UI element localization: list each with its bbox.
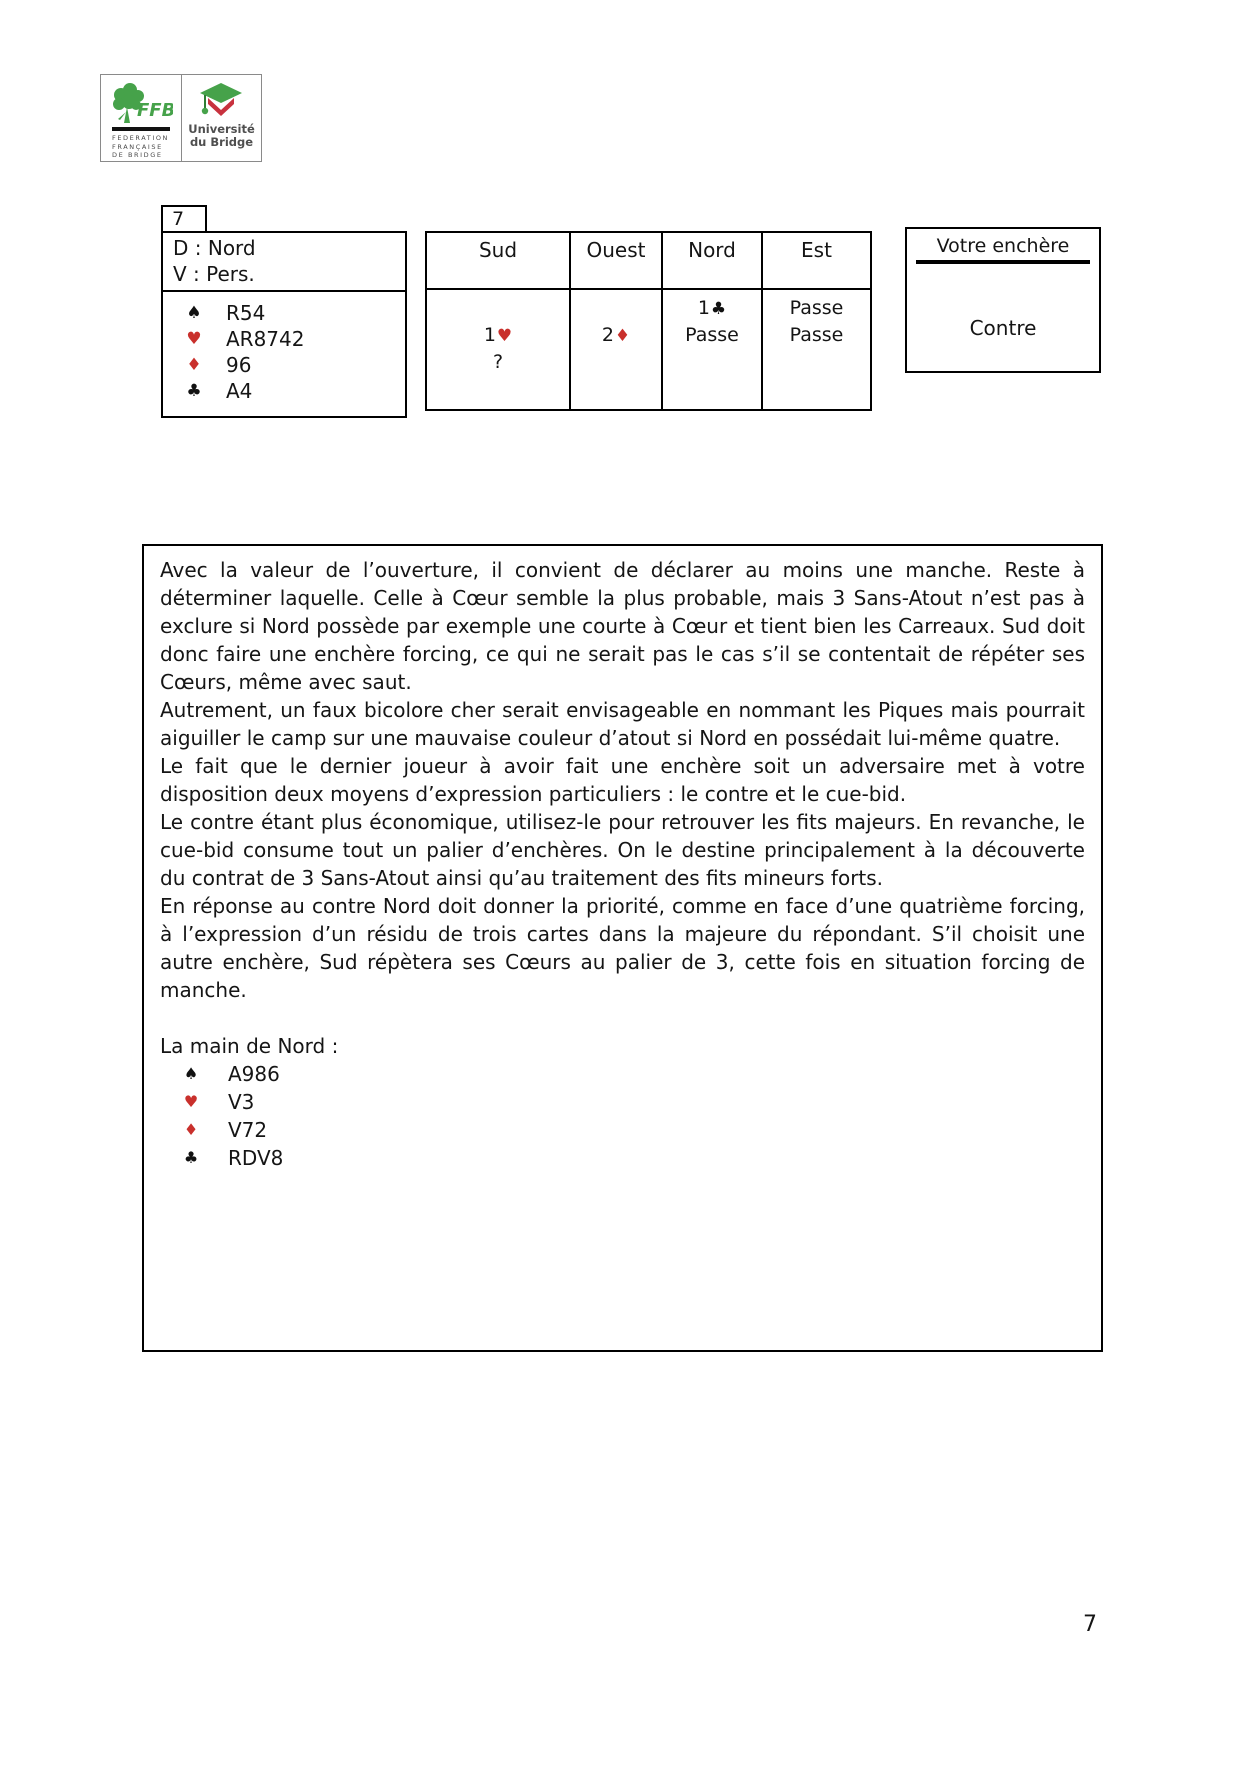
bid-cell [571, 295, 661, 322]
logo-strip [100, 74, 262, 162]
hand-cards: A4 [226, 379, 253, 403]
spade-icon: ♠ [183, 1064, 199, 1083]
commentary-paragraphs [160, 556, 1085, 1004]
club-icon: ♣ [186, 381, 202, 401]
bid-cell [427, 295, 569, 322]
heart-icon: ♥ [183, 1092, 199, 1111]
spade-icon: ♠ [186, 303, 202, 323]
commentary-paragraph: En réponse au contre Nord doit donner la priorité, comme en face d’une quatrième forcing, à l’expression d’un résidu de trois cartes dans la majeure du répondant. S’il choisit une autre enchère, Sud répètera ses Cœurs au palier de 3, cette fois en situation forcing de manche. [160, 894, 1085, 1002]
commentary-paragraph: Le contre étant plus économique, utilisez-le pour retrouver les fits majeurs. En revanche, le cue-bid consume tout un palier d’enchères. On le destine principalement à la découverte du contrat de 3 Sans-Atout ainsi qu’au traitement des fits mineurs forts. [160, 810, 1085, 890]
commentary-box [142, 544, 1103, 1352]
graduation-cap-icon [198, 81, 244, 127]
deal-number: 7 [172, 208, 185, 230]
bid-cell: Passe [789, 297, 844, 319]
ffb-caption-line3: DE BRIDGE [112, 151, 163, 159]
bid-cell: Passe [685, 324, 739, 346]
universite-label-line2: du Bridge [189, 135, 254, 149]
commentary-paragraph: Le fait que le dernier joueur à avoir fait une enchère soit un adversaire met à votre disposition deux moyens d’expression particuliers : le contre et le cue-bid. [160, 754, 1085, 806]
page-number: 7 [1083, 1612, 1097, 1637]
heart-icon: ♥ [186, 329, 202, 349]
bidding-column-sud [427, 233, 569, 409]
bid-level: 1 [483, 324, 496, 346]
universite-label [182, 123, 261, 149]
bid-cell [663, 349, 761, 376]
answer-box-title: Votre enchère [936, 235, 1070, 257]
heart-icon: ♥ [496, 326, 513, 346]
bid-cell [571, 322, 661, 349]
diamond-icon: ♦ [183, 1120, 199, 1139]
deal-header [163, 233, 405, 292]
hand-row [163, 300, 405, 326]
bidding-column-body [663, 290, 761, 376]
bidding-column-header: Ouest [571, 233, 661, 290]
bid-cell [763, 349, 870, 376]
bidding-table [425, 231, 872, 411]
bidding-column-header: Est [763, 233, 870, 290]
bidding-column-est [761, 233, 870, 409]
bid-cell: Passe [789, 324, 844, 346]
ffb-logo [100, 74, 182, 162]
north-hand-list [160, 1060, 1085, 1172]
universite-du-bridge-logo [182, 74, 262, 162]
hand-cards: 96 [226, 353, 252, 377]
bid-level: 2 [601, 324, 614, 346]
ffb-caption [112, 134, 169, 160]
hand-row [163, 378, 405, 404]
universite-label-line1: Université [188, 122, 255, 136]
bidding-column-body [427, 290, 569, 376]
commentary-paragraph: Autrement, un faux bicolore cher serait envisageable en nommant les Piques mais pourrait aiguiller le camp sur une mauvaise couleur d’atout si Nord en possédait lui-même quatre. [160, 698, 1085, 750]
diamond-icon: ♦ [186, 355, 202, 375]
bidding-column-body [571, 290, 661, 376]
answer-box [905, 227, 1101, 373]
bid-cell: ? [492, 351, 504, 373]
bidding-column-header: Sud [427, 233, 569, 290]
north-hand-title: La main de Nord : [160, 1034, 339, 1058]
bidding-column-nord [661, 233, 761, 409]
answer-box-rule [916, 260, 1090, 264]
ffb-divider-bar [112, 127, 170, 131]
dealer-label: D : Nord [173, 236, 256, 260]
ffb-caption-line1: FEDERATION [112, 134, 170, 142]
hand-row [160, 1144, 1085, 1172]
bid-cell [571, 349, 661, 376]
hand-cards: V3 [228, 1090, 255, 1114]
hand-cards: A986 [228, 1062, 280, 1086]
hand-row [163, 326, 405, 352]
deal-box [161, 231, 407, 418]
ffb-tree-icon [109, 83, 173, 131]
hand-row [160, 1116, 1085, 1144]
hand-row [160, 1088, 1085, 1116]
hand-cards: V72 [228, 1118, 268, 1142]
club-icon: ♣ [710, 299, 727, 319]
hand-cards: R54 [226, 301, 266, 325]
deal-number-tab [161, 205, 207, 233]
bid-cell [427, 322, 569, 349]
hand-cards: AR8742 [226, 327, 305, 351]
diamond-icon: ♦ [614, 326, 631, 346]
ffb-caption-line2: FRANÇAISE [112, 142, 163, 151]
hand-row [163, 352, 405, 378]
bidding-column-header: Nord [663, 233, 761, 290]
commentary-paragraph: Avec la valeur de l’ouverture, il convient de déclarer au moins une manche. Reste à déterminer laquelle. Celle à Cœur semble la plus probable, mais 3 Sans-Atout n’est pas à exclure si Nord possède par exemple une courte à Cœur et tient bien les Carreaux. Sud doit donc faire une enchère forcing, ce qui ne serait pas le cas s’il se contentait de répéter ses Cœurs, même avec saut. [160, 558, 1085, 694]
svg-text:FFB: FFB [137, 100, 173, 121]
vulnerability-label: V : Pers. [173, 262, 255, 286]
answer-value: Contre [969, 316, 1037, 340]
hand-row [160, 1060, 1085, 1088]
bidding-column-body [763, 290, 870, 376]
hand-cards: RDV8 [228, 1146, 284, 1170]
deal-hand [163, 292, 405, 404]
bidding-column-ouest [569, 233, 661, 409]
club-icon: ♣ [183, 1148, 199, 1167]
bid-cell [663, 295, 761, 322]
bid-level: 1 [697, 297, 710, 319]
